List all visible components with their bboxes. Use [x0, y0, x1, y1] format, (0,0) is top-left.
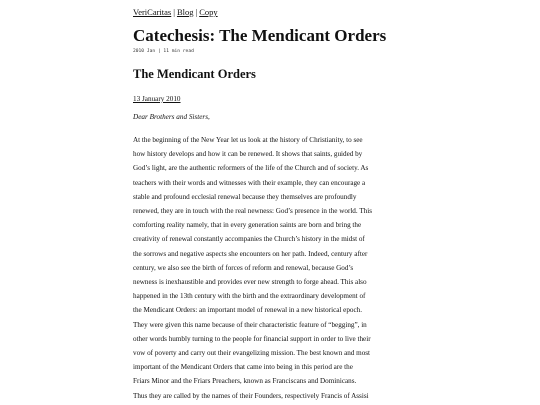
body-line: teachers with their words and witnesses with their example, they can encourage a [133, 178, 366, 187]
article-date[interactable]: 13 January 2010 [133, 95, 181, 103]
body-line: Thus they are called by the names of their Founders, respectively Francis of Assisi [133, 391, 369, 400]
body-line: other words humbly turning to the people for financial support in order to live their [133, 334, 371, 343]
page-title: Catechesis: The Mendicant Orders [133, 26, 387, 45]
body-line: Friars Minor and the Friars Preachers, known as Franciscans and Dominicans. [133, 377, 357, 386]
article-heading: The Mendicant Orders [133, 67, 256, 81]
nav-link-vericaritas[interactable]: VeriCaritas [133, 7, 172, 17]
page-content [133, 6, 408, 403]
article-body [133, 133, 408, 403]
body-line: how history develops and how it can be renewed. It shows that saints, guided by [133, 150, 363, 159]
body-line: creativity of renewal constantly accompanies the Church’s history in the midst of [133, 235, 365, 244]
body-line: They were given this name because of their characteristic feature of “begging”, in [133, 320, 367, 329]
nav-separator: | [195, 7, 198, 17]
body-line: the Mendicant Orders: an important model of renewal in a new historical epoch. [133, 306, 363, 315]
body-line: vow of poverty and carry out their evangelizing mission. The best known and most [133, 349, 371, 358]
nav-link-copy[interactable]: Copy [199, 7, 218, 17]
body-line: God’s light, are the authentic reformers of the life of the Church and of society. As [133, 164, 369, 173]
body-line: century, we also see the birth of forces of reform and renewal, because God’s [133, 263, 354, 272]
body-line: stable and profound ecclesial renewal because they themselves are profoundly [133, 192, 357, 201]
body-line: the sorrows and negative aspects she encounters on her path. Indeed, century after [133, 249, 368, 258]
post-meta: 2010 Jan | 11 min read [133, 49, 194, 54]
body-line: important of the Mendicant Orders that came into being in this period are the [133, 363, 353, 372]
body-line: renewed, they are in touch with the real newness: God’s presence in the world. This [133, 207, 373, 216]
body-line: At the beginning of the New Year let us look at the history of Christianity, to see [133, 136, 363, 144]
body-line: comforting reality namely, that in every generation saints are born and bring the [133, 221, 362, 230]
article-greeting: Dear Brothers and Sisters, [133, 113, 210, 121]
nav-link-blog[interactable]: Blog [176, 7, 194, 17]
nav-separator: | [173, 7, 175, 17]
body-line: newness is inexhaustible and provides ever new strength to forge ahead. This also [133, 278, 367, 287]
body-line: happened in the 13th century with the birth and the extraordinary development of [133, 292, 366, 301]
top-nav [133, 6, 408, 18]
